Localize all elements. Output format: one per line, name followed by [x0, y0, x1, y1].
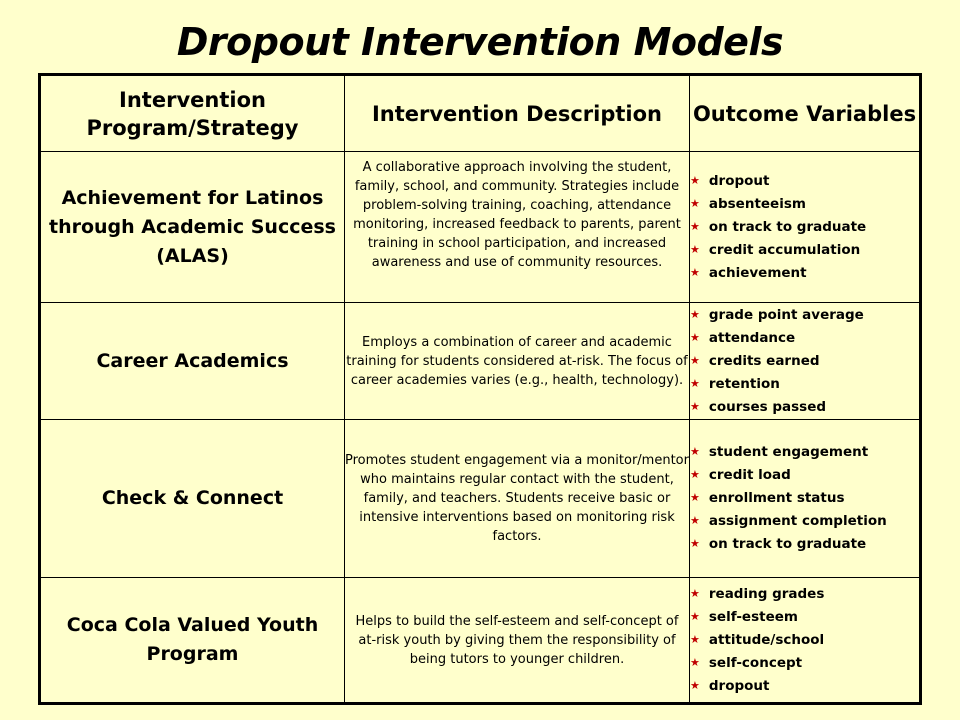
outcome-list	[690, 583, 919, 698]
star-icon: ★	[690, 219, 700, 233]
list-item	[690, 239, 919, 262]
program-description: Helps to build the self-esteem and self-concept of at-risk youth by giving them the responsibility of being tutors to younger children.	[345, 578, 690, 704]
star-icon: ★	[690, 491, 700, 504]
list-item	[690, 606, 919, 629]
outcome-cell	[690, 303, 921, 420]
star-icon: ★	[690, 655, 700, 669]
list-item	[690, 193, 919, 216]
outcome-cell	[690, 578, 921, 704]
list-item	[690, 170, 919, 193]
outcome-list	[690, 170, 919, 285]
outcome-label: dropout	[708, 172, 770, 189]
outcome-label: courses passed	[708, 398, 827, 415]
star-icon: ★	[690, 242, 700, 256]
program-name: Coca Cola Valued Youth Program	[40, 578, 345, 704]
outcome-label: student engagement	[708, 444, 869, 460]
star-icon: ★	[690, 514, 700, 527]
outcome-label: attitude/school	[708, 631, 825, 648]
header-description: Intervention Description	[345, 75, 690, 152]
list-item	[690, 675, 919, 698]
star-icon: ★	[690, 678, 700, 692]
star-icon: ★	[690, 468, 700, 481]
star-icon: ★	[690, 173, 700, 187]
table-row	[40, 578, 921, 704]
program-description: Promotes student engagement via a monitor/mentor who maintains regular contact with the student, family, and teachers. Students receive basic or intensive interventions based on monitoring risk factors.	[345, 420, 690, 578]
list-item	[690, 350, 919, 373]
outcome-list	[690, 304, 919, 419]
star-icon: ★	[690, 399, 700, 413]
list-item	[690, 583, 919, 606]
list-item	[690, 652, 919, 675]
list-item	[690, 510, 919, 533]
table-row	[40, 420, 921, 578]
star-icon: ★	[690, 376, 700, 390]
list-item	[690, 262, 919, 285]
star-icon: ★	[690, 537, 700, 550]
star-icon: ★	[690, 586, 700, 600]
outcome-cell	[690, 420, 921, 578]
header-row	[40, 75, 921, 152]
slide-title: Dropout Intervention Models	[176, 20, 784, 64]
outcome-label: retention	[708, 375, 780, 392]
header-program: Intervention Program/Strategy	[40, 75, 345, 152]
outcome-label: on track to graduate	[708, 536, 867, 552]
outcome-list	[690, 441, 919, 556]
program-name: Check & Connect	[40, 420, 345, 578]
list-item	[690, 216, 919, 239]
star-icon: ★	[690, 445, 700, 458]
star-icon: ★	[690, 330, 700, 344]
star-icon: ★	[690, 307, 700, 321]
list-item	[690, 373, 919, 396]
table-row	[40, 303, 921, 420]
outcome-label: reading grades	[708, 585, 825, 602]
outcome-label: self-esteem	[708, 608, 798, 625]
star-icon: ★	[690, 353, 700, 367]
outcome-cell	[690, 152, 921, 303]
outcome-label: assignment completion	[708, 513, 887, 529]
outcome-label: absenteeism	[708, 195, 806, 212]
list-item	[690, 629, 919, 652]
star-icon: ★	[690, 609, 700, 623]
outcome-label: dropout	[708, 677, 770, 694]
star-icon: ★	[690, 632, 700, 646]
outcome-label: self-concept	[708, 654, 803, 671]
outcome-label: credits earned	[708, 352, 820, 369]
list-item	[690, 327, 919, 350]
intervention-table	[38, 73, 922, 705]
outcome-label: credit accumulation	[708, 241, 861, 258]
star-icon: ★	[690, 196, 700, 210]
list-item	[690, 396, 919, 419]
outcome-label: attendance	[708, 329, 796, 346]
star-icon: ★	[690, 265, 700, 279]
list-item	[690, 441, 919, 464]
program-name: Career Academics	[40, 303, 345, 420]
program-description: A collaborative approach involving the student, family, school, and community. Strategies include problem-solving training, coaching, attendance monitoring, increased feedback to parents, parent training in school participation, and increased awareness and use of community resources.	[345, 152, 690, 303]
outcome-label: grade point average	[708, 306, 864, 323]
program-description: Employs a combination of career and academic training for students considered at-risk. The focus of career academies varies (e.g., health, technology).	[345, 303, 690, 420]
header-outcomes: Outcome Variables	[690, 75, 921, 152]
program-name: Achievement for Latinos through Academic Success (ALAS)	[40, 152, 345, 303]
outcome-label: enrollment status	[708, 490, 845, 506]
list-item	[690, 304, 919, 327]
table-row	[40, 152, 921, 303]
outcome-label: achievement	[708, 264, 807, 281]
list-item	[690, 533, 919, 556]
outcome-label: on track to graduate	[708, 218, 867, 235]
list-item	[690, 487, 919, 510]
outcome-label: credit load	[708, 467, 791, 483]
list-item	[690, 464, 919, 487]
